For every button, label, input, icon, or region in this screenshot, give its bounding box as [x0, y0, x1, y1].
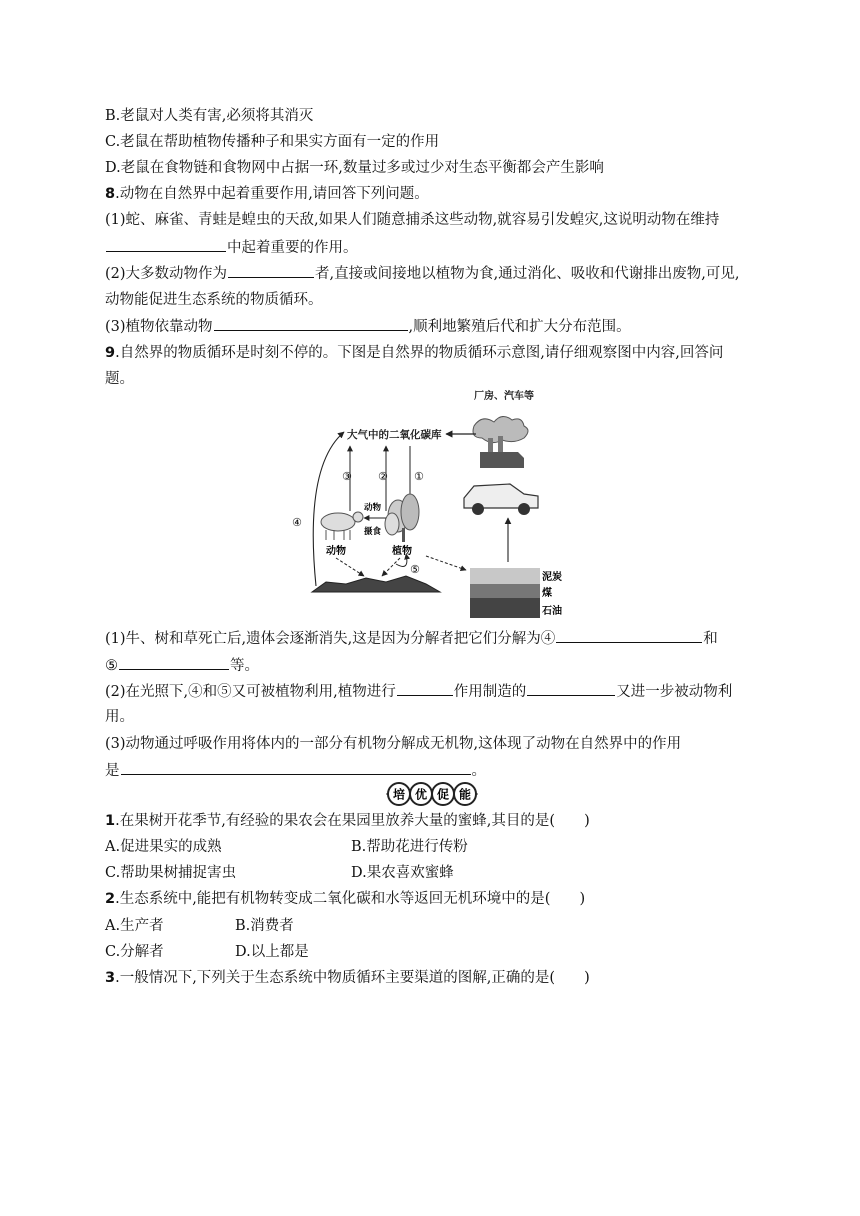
- question-text: .一般情况下,下列关于生态系统中物质循环主要渠道的图解,正确的是( ): [115, 970, 590, 986]
- line-option-b: B.老鼠对人类有害,必须将其消灭: [105, 108, 314, 124]
- part2-q1-options-row2: [105, 863, 454, 883]
- car-icon: [464, 484, 538, 515]
- svg-text:促: 促: [436, 787, 450, 802]
- q9-part2-cont-text: 用。: [105, 709, 134, 725]
- q9-part1-circle5: ⑤: [105, 658, 118, 674]
- option-c[interactable]: C.帮助果树捕捉害虫: [105, 865, 237, 881]
- part2-question-3: [105, 968, 590, 988]
- question-number: 9: [105, 345, 116, 361]
- arrow-label-2: ②: [378, 470, 388, 483]
- q9-part3-end: 。: [471, 763, 486, 779]
- q9-part1-cont: [105, 655, 259, 676]
- q9-part3-text: (3)动物通过呼吸作用将体内的一部分有机物分解成无机物,这体现了动物在自然界中的作用: [105, 736, 682, 752]
- plant-label: 植物: [392, 546, 412, 557]
- svg-text:培: 培: [392, 787, 406, 802]
- answer-blank[interactable]: [527, 681, 615, 696]
- svg-text:优: 优: [414, 787, 428, 802]
- banner-char-2: [410, 783, 432, 805]
- section-banner: [386, 782, 478, 806]
- fuel-label-oil: 石油: [542, 606, 562, 617]
- co2-label: 大气中的二氧化碳库: [347, 429, 442, 441]
- factory-label: 厂房、汽车等: [474, 391, 534, 402]
- banner-char-4: [454, 783, 476, 805]
- fuel-label-coal: 煤: [542, 588, 552, 599]
- option-d[interactable]: D.以上都是: [235, 944, 309, 960]
- question-text: .动物在自然界中起着重要作用,请回答下列问题。: [115, 186, 429, 202]
- question-8: [105, 184, 429, 204]
- option-a[interactable]: A.促进果实的成熟: [105, 839, 222, 855]
- eat-label-1: 动物: [364, 503, 382, 513]
- answer-blank[interactable]: [106, 237, 226, 252]
- q9-part1-text: (1)牛、树和草死亡后,遗体会逐渐消失,这是因为分解者把它们分解为④: [105, 631, 556, 647]
- part2-question-1: [105, 811, 590, 831]
- part2-q2-options-row2: [105, 942, 309, 962]
- animal-label: 动物: [326, 546, 346, 557]
- option-d[interactable]: D.果农喜欢蜜蜂: [351, 865, 454, 881]
- q8-part1-tail: 中起着重要的作用。: [227, 240, 358, 256]
- answer-blank[interactable]: [228, 263, 314, 278]
- option-a[interactable]: A.生产者: [105, 918, 164, 934]
- oil-layer: [470, 598, 540, 618]
- q9-part3-is: 是: [105, 763, 120, 779]
- q9-part2-text: (2)在光照下,④和⑤又可被植物利用,植物进行: [105, 684, 396, 700]
- q8-part2-cont-text: 动物能促进生态系统的物质循环。: [105, 292, 323, 308]
- peat-layer: [470, 568, 540, 584]
- carbon-cycle-diagram: [292, 386, 566, 622]
- q9-part3-cont: [105, 760, 486, 781]
- arrow-label-1: ①: [414, 470, 424, 483]
- q8-part1: [105, 210, 719, 230]
- line-option-c: C.老鼠在帮助植物传播种子和果实方面有一定的作用: [105, 134, 440, 150]
- q8-part3-text: (3)植物依靠动物: [105, 319, 213, 335]
- q9-part2-cont: [105, 707, 134, 727]
- question-text-cont: 题。: [105, 371, 134, 387]
- answer-blank[interactable]: [121, 760, 471, 775]
- question-number: 8: [105, 186, 116, 202]
- coal-layer: [470, 584, 540, 598]
- arrow-label-5: ⑤: [410, 563, 420, 576]
- part2-q2-options-row1: [105, 916, 294, 936]
- option-b[interactable]: B.帮助花进行传粉: [351, 839, 468, 855]
- question-number: 3: [105, 970, 116, 986]
- q9-part2: [105, 681, 732, 702]
- question-text: .自然界的物质循环是时刻不停的。下图是自然界的物质循环示意图,请仔细观察图中内容,回答问: [115, 345, 724, 361]
- question-9-cont: [105, 369, 134, 389]
- question-text: .在果树开花季节,有经验的果农会在果园里放养大量的蜜蜂,其目的是( ): [115, 813, 590, 829]
- question-number: 1: [105, 813, 116, 829]
- question-9: [105, 343, 723, 363]
- q8-part3-tail: ,顺利地繁殖后代和扩大分布范围。: [408, 319, 631, 335]
- answer-blank[interactable]: [214, 316, 408, 331]
- q8-part2-tail: 者,直接或间接地以植物为食,通过消化、吸收和代谢排出废物,可见,: [315, 266, 740, 282]
- q9-part2-tail: 又进一步被动物利: [616, 684, 733, 700]
- cow-icon: [321, 512, 363, 540]
- svg-text:能: 能: [458, 787, 472, 802]
- tree-icon: [385, 494, 419, 542]
- line-option-d: D.老鼠在食物链和食物网中占据一环,数量过多或过少对生态平衡都会产生影响: [105, 160, 604, 176]
- q8-part1-text: (1)蛇、麻雀、青蛙是蝗虫的天敌,如果人们随意捕杀这些动物,就容易引发蝗灾,这说明动物在维持: [105, 212, 720, 228]
- q8-part2: [105, 263, 739, 284]
- part2-question-2: [105, 889, 585, 909]
- q9-part1-tail: 等。: [230, 658, 259, 674]
- option-b[interactable]: B.消费者: [235, 918, 294, 934]
- q9-part1: [105, 628, 718, 649]
- q8-part2-cont: [105, 290, 323, 310]
- factory-icon: [473, 416, 528, 468]
- question-number: 2: [105, 891, 116, 907]
- answer-blank[interactable]: [397, 681, 453, 696]
- answer-blank[interactable]: [556, 628, 702, 643]
- q8-part2-text: (2)大多数动物作为: [105, 266, 228, 282]
- arrow-label-3: ③: [342, 470, 352, 483]
- q8-part3: [105, 316, 631, 337]
- question-text: .生态系统中,能把有机物转变成二氧化碳和水等返回无机环境中的是( ): [115, 891, 586, 907]
- eat-label-2: 摄食: [364, 527, 382, 537]
- part2-q1-options-row1: [105, 837, 468, 857]
- q8-part1-cont: [105, 237, 358, 258]
- q9-part1-and: 和: [703, 631, 718, 647]
- answer-blank[interactable]: [119, 655, 229, 670]
- arrow-label-4: ④: [292, 516, 302, 529]
- banner-char-3: [432, 783, 454, 805]
- option-c[interactable]: C.分解者: [105, 944, 164, 960]
- q9-part3: [105, 734, 681, 754]
- q9-part2-mid: 作用制造的: [453, 684, 527, 700]
- fuel-label-peat: 泥炭: [542, 572, 562, 583]
- banner-char-1: [388, 783, 410, 805]
